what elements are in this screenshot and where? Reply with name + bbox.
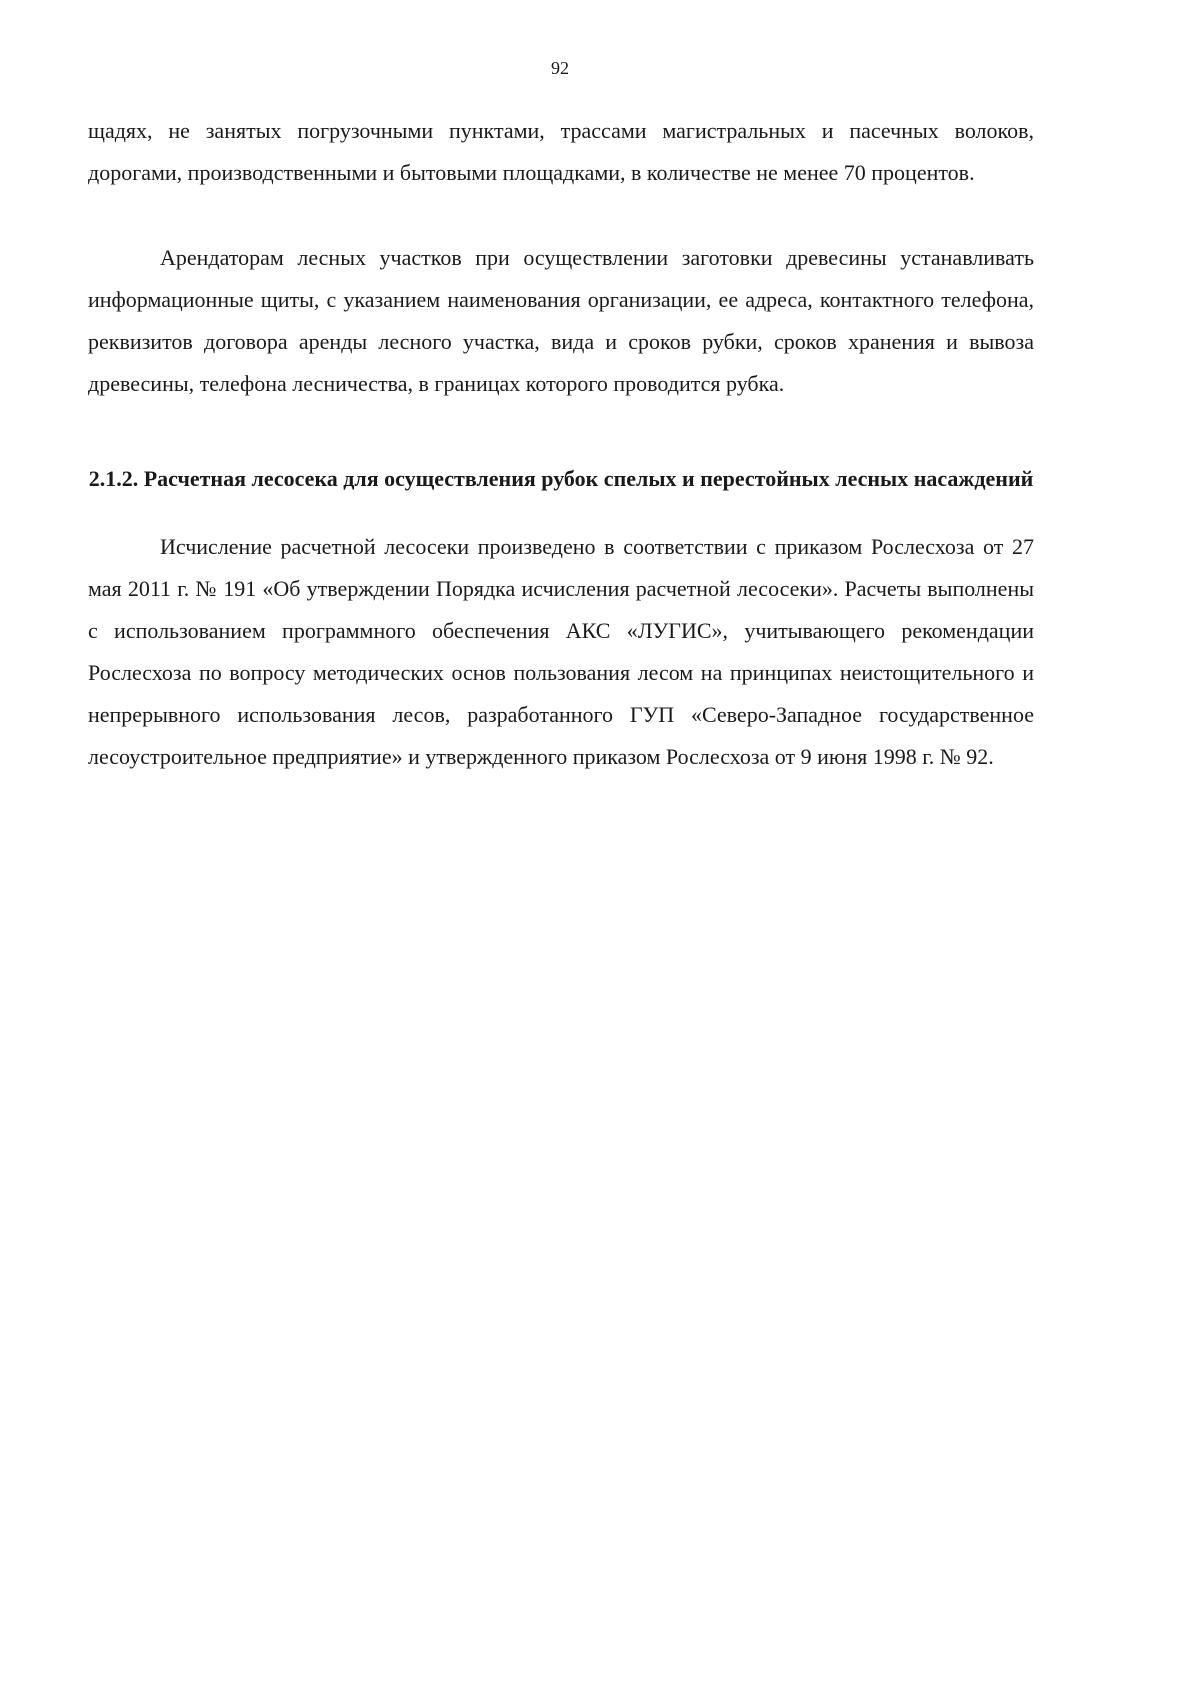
section-heading: 2.1.2. Расчетная лесосека для осуществления рубок спелых и перестойных лесных насаждений bbox=[88, 466, 1034, 491]
paragraph-tenants-info-boards: Арендаторам лесных участков при осуществлении заготовки древесины устанавливать информационные щиты, с указанием наименования организации, ее адреса, контактного телефона, реквизитов договора аренды лесного участка, вида и сроков рубки, сроков хранения и вывоза древесины, телефона лесничества, в границах которого проводится рубка. bbox=[88, 245, 1034, 396]
page-number: 92 bbox=[551, 58, 569, 78]
paragraph-calculation-method: Исчисление расчетной лесосеки произведено в соответствии с приказом Рослесхоза от 27 мая 2011 г. № 191 «Об утверждении Порядка исчисления расчетной лесосеки». Расчеты выполнены с использованием программного обеспечения АКС «ЛУГИС», учитывающего рекомендации Рослесхоза по вопросу методических основ пользования лесом на принципах неистощительного и непрерывного использования лесов, разработанного ГУП «Северо-Западное государственное лесоустроительное предприятие» и утвержденного приказом Рослесхоза от 9 июня 1998 г. № 92. bbox=[88, 534, 1034, 769]
paragraph-continuation: щадях, не занятых погрузочными пунктами, трассами магистральных и пасечных волоков, дорогами, производственными и бытовыми площадками, в количестве не менее 70 процентов. bbox=[88, 118, 1034, 185]
